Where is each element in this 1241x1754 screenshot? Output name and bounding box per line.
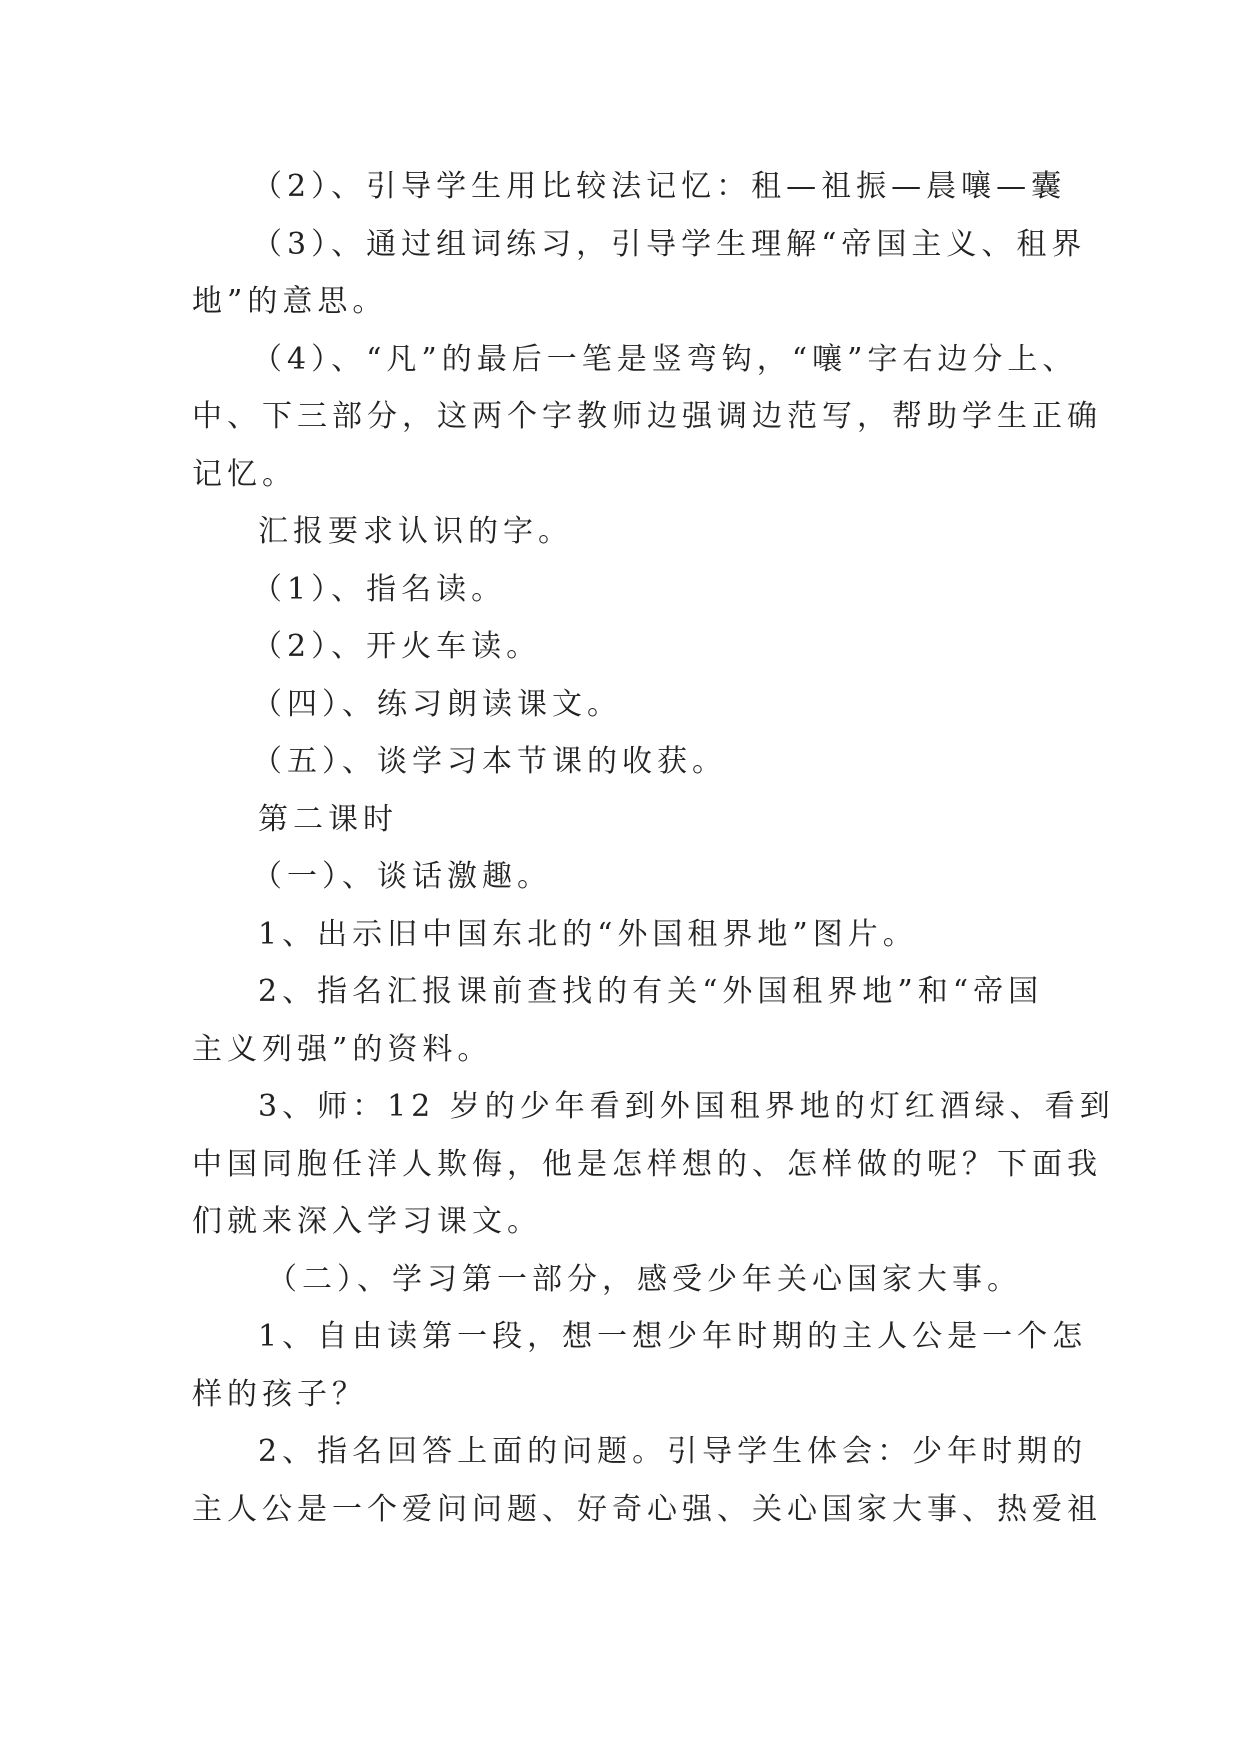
text-line: 第二课时 [258,801,398,837]
text-line: 2、指名回答上面的问题。引导学生体会：少年时期的 [258,1434,1088,1469]
document-page [192,158,1115,1538]
text-line: （3）、通过组词练习，引导学生理解“帝国主义、租界 [252,226,1087,262]
text-line: （一）、谈话激趣。 [252,859,552,894]
text-line: 中国同胞任洋人欺侮，他是怎样想的、怎样做的呢？下面我 [192,1146,1102,1182]
text-line: 主人公是一个爱问问题、好奇心强、关心国家大事、热爱祖 [192,1491,1102,1527]
text-line: 中、下三部分，这两个字教师边强调边范写，帮助学生正确 [192,399,1102,434]
text-line: （2）、引导学生用比较法记忆：租—祖振—晨嚷—囊 [252,169,1067,204]
text-line: 地”的意思。 [192,284,388,319]
text-line: 汇报要求认识的字。 [258,514,573,549]
text-line: 1、自由读第一段，想一想少年时期的主人公是一个怎 [258,1319,1088,1354]
text-line: 2、指名汇报课前查找的有关“外国租界地”和“帝国 [258,974,1044,1009]
text-line: 样的孩子？ [192,1376,367,1412]
text-line: 3、师：12 岁的少年看到外国租界地的灯红酒绿、看到 [258,1089,1115,1124]
text-line: （二）、学习第一部分，感受少年关心国家大事。 [267,1261,1022,1297]
text-line: 们就来深入学习课文。 [192,1204,542,1239]
text-line: （2）、开火车读。 [252,629,542,664]
text-line: 记忆。 [192,456,297,492]
text-line: （1）、指名读。 [252,571,507,607]
text-line: 1、出示旧中国东北的“外国租界地”图片。 [258,916,918,952]
text-line: 主义列强”的资料。 [192,1031,493,1067]
text-line: （4）、“凡”的最后一笔是竖弯钩，“嚷”字右边分上、 [252,341,1078,377]
text-line: （四）、练习朗读课文。 [252,686,622,722]
text-line: （五）、谈学习本节课的收获。 [252,744,727,779]
